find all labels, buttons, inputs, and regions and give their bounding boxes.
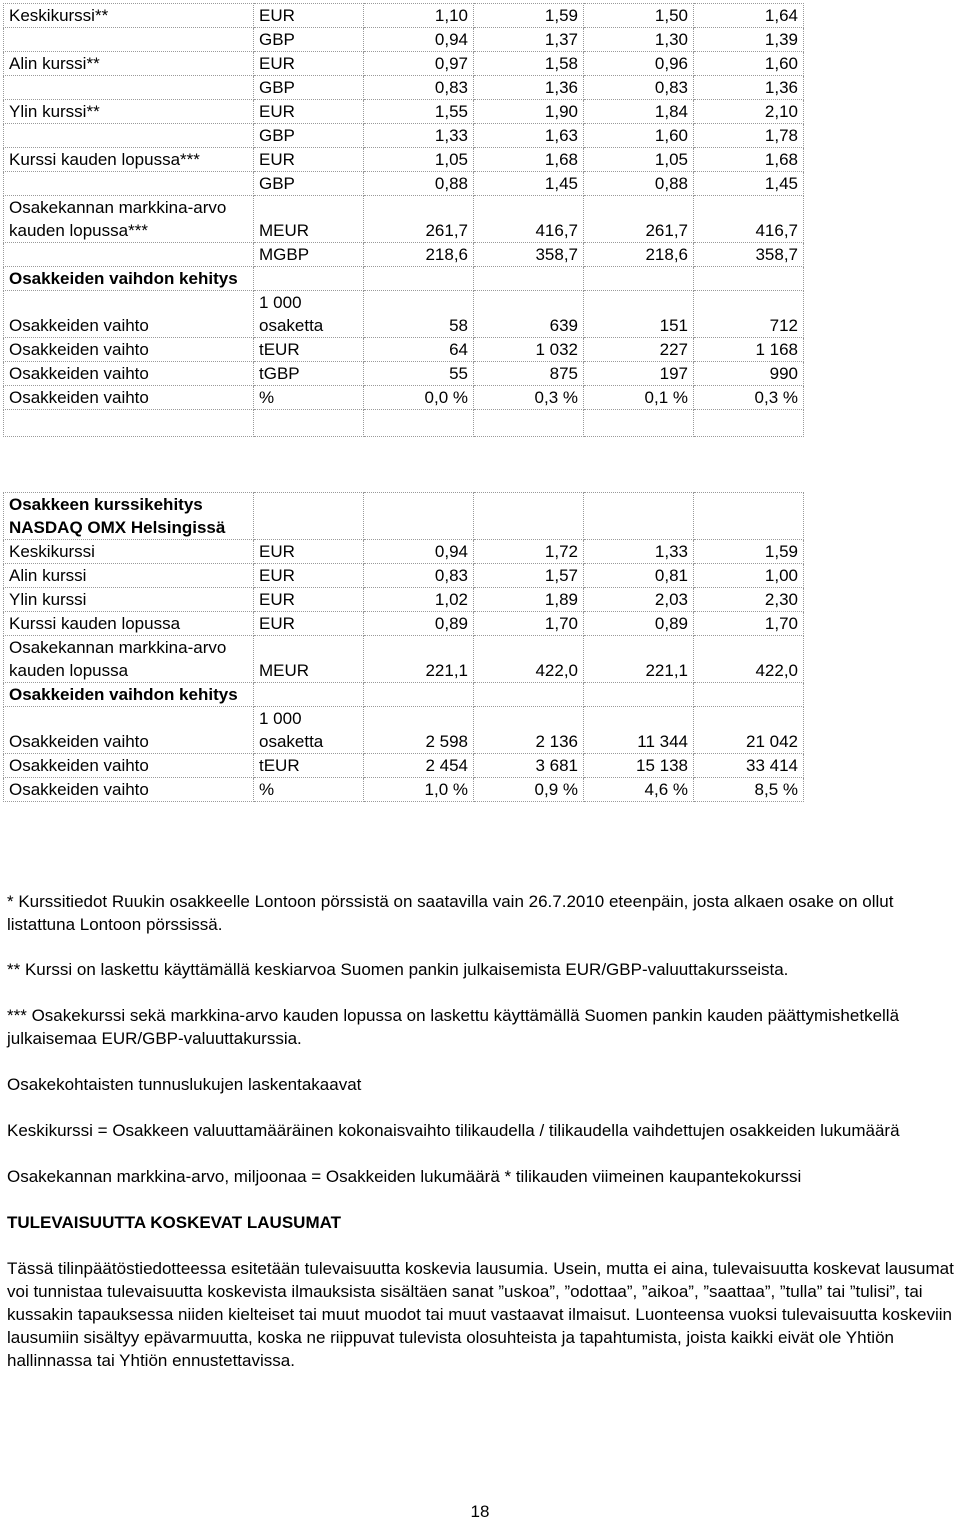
table-row (4, 52, 804, 76)
value-cell: 1 032 (474, 338, 584, 362)
value-cell: 1,02 (364, 588, 474, 612)
section-label: Osakkeiden vaihdon kehitys (4, 267, 254, 291)
value-cell: 1,33 (364, 124, 474, 148)
row-label (4, 76, 254, 100)
unit-cell: EUR (254, 100, 364, 124)
value-cell: 55 (364, 362, 474, 386)
share-price-table-helsinki (3, 492, 804, 802)
value-cell: 1,58 (474, 52, 584, 76)
value-cell: 151 (584, 291, 694, 338)
row-label: Osakekannan markkina-arvo kauden lopussa (4, 636, 254, 683)
row-label: Osakkeiden vaihto (4, 386, 254, 410)
table-row (4, 362, 804, 386)
table-row (4, 76, 804, 100)
value-cell: 0,97 (364, 52, 474, 76)
value-cell: 2,30 (694, 588, 804, 612)
value-cell: 261,7 (584, 196, 694, 243)
value-cell: 218,6 (364, 243, 474, 267)
footnote-london-listing: * Kurssitiedot Ruukin osakkeelle Lontoon pörssistä on saatavilla vain 26.7.2010 eteenpäin, josta alkaen osake on ollut listattuna Lontoon pörssissä. (7, 892, 894, 934)
row-label: Keskikurssi (4, 540, 254, 564)
value-cell: 1,37 (474, 28, 584, 52)
value-cell (474, 493, 584, 540)
row-label: Osakkeiden vaihto (4, 778, 254, 802)
empty-cell (474, 410, 584, 437)
table-row (4, 4, 804, 28)
value-cell: 15 138 (584, 754, 694, 778)
value-cell: 1,60 (584, 124, 694, 148)
unit-cell: tEUR (254, 338, 364, 362)
value-cell: 1,70 (694, 612, 804, 636)
value-cell: 1,89 (474, 588, 584, 612)
unit-cell: % (254, 386, 364, 410)
formulas-title: Osakekohtaisten tunnuslukujen laskentakaavat (7, 1075, 362, 1094)
value-cell: 221,1 (364, 636, 474, 683)
value-cell: 197 (584, 362, 694, 386)
value-cell (474, 683, 584, 707)
value-cell: 1,64 (694, 4, 804, 28)
value-cell (584, 683, 694, 707)
row-label: Osakkeiden vaihto (4, 362, 254, 386)
empty-cell (694, 410, 804, 437)
table-row (4, 636, 804, 683)
page-number: 18 (470, 1502, 490, 1521)
value-cell: 0,1 % (584, 386, 694, 410)
table-row (4, 267, 804, 291)
value-cell: 218,6 (584, 243, 694, 267)
row-label: Kurssi kauden lopussa*** (4, 148, 254, 172)
value-cell: 0,0 % (364, 386, 474, 410)
footnotes (7, 890, 957, 1372)
unit-cell: GBP (254, 124, 364, 148)
section-label: Osakkeiden vaihdon kehitys (4, 683, 254, 707)
value-cell (694, 267, 804, 291)
unit-cell: EUR (254, 52, 364, 76)
value-cell (364, 267, 474, 291)
footnote-average-rate: ** Kurssi on laskettu käyttämällä keskiarvoa Suomen pankin julkaisemista EUR/GBP-valuuttakursseista. (7, 960, 789, 979)
value-cell: 0,3 % (474, 386, 584, 410)
value-cell: 1,33 (584, 540, 694, 564)
value-cell: 1,36 (694, 76, 804, 100)
value-cell: 1,05 (364, 148, 474, 172)
forward-looking-paragraph: Tässä tilinpäätöstiedotteessa esitetään tulevaisuutta koskevia lausumia. Usein, mutta ei aina, tulevaisuutta koskevat lausumat voi tunnistaa tulevaisuutta koskevista ilmauksista sisältäen sanat ”uskoa”, ”odottaa”, ”aikoa”, ”saattaa”, ”tulla” tai ”tulisi”, tai kussakin tapauksessa niiden kielteiset tai muut muodot tai muut vastaavat ilmaisut. Luonteensa vuoksi tulevaisuutta koskeviin lausumiin sisältyy epävarmuutta, koska ne riippuvat tulevista olosuhteista ja tapahtumista, joista kaikki eivät ole Yhtiön hallinnassa tai Yhtiön ennustettavissa. (7, 1259, 954, 1370)
value-cell: 358,7 (694, 243, 804, 267)
value-cell: 1,59 (694, 540, 804, 564)
value-cell: 1,72 (474, 540, 584, 564)
table-row (4, 196, 804, 243)
unit-cell (254, 683, 364, 707)
value-cell: 422,0 (474, 636, 584, 683)
value-cell (364, 493, 474, 540)
unit-cell: GBP (254, 76, 364, 100)
table-row (4, 493, 804, 540)
value-cell: 1,90 (474, 100, 584, 124)
value-cell (584, 267, 694, 291)
unit-cell: GBP (254, 28, 364, 52)
value-cell: 1,84 (584, 100, 694, 124)
row-label (4, 243, 254, 267)
footnote-period-end-rate: *** Osakekurssi sekä markkina-arvo kauden lopussa on laskettu käyttämällä Suomen pankin kauden päättymishetkellä julkaisemaa EUR/GBP-valuuttakurssia. (7, 1006, 900, 1048)
value-cell: 58 (364, 291, 474, 338)
table-row (4, 291, 804, 338)
value-cell (584, 493, 694, 540)
row-label: Alin kurssi (4, 564, 254, 588)
value-cell: 0,89 (584, 612, 694, 636)
value-cell: 0,3 % (694, 386, 804, 410)
value-cell: 1,10 (364, 4, 474, 28)
empty-cell (584, 410, 694, 437)
unit-cell: EUR (254, 540, 364, 564)
table-row (4, 778, 804, 802)
value-cell: 1,36 (474, 76, 584, 100)
table-row (4, 124, 804, 148)
value-cell: 1,50 (584, 4, 694, 28)
unit-cell: 1 000 osaketta (254, 707, 364, 754)
value-cell: 639 (474, 291, 584, 338)
row-label (4, 28, 254, 52)
value-cell: 2 136 (474, 707, 584, 754)
section-heading: TULEVAISUUTTA KOSKEVAT LAUSUMAT (7, 1213, 341, 1232)
unit-cell: MEUR (254, 196, 364, 243)
value-cell: 1,30 (584, 28, 694, 52)
unit-cell (254, 267, 364, 291)
value-cell: 1,55 (364, 100, 474, 124)
empty-cell (254, 410, 364, 437)
value-cell (694, 683, 804, 707)
value-cell: 33 414 (694, 754, 804, 778)
value-cell: 1,60 (694, 52, 804, 76)
unit-cell: GBP (254, 172, 364, 196)
value-cell: 1,59 (474, 4, 584, 28)
value-cell: 0,83 (364, 76, 474, 100)
row-label: Keskikurssi** (4, 4, 254, 28)
row-label (4, 172, 254, 196)
value-cell: 261,7 (364, 196, 474, 243)
unit-cell: 1 000 osaketta (254, 291, 364, 338)
table-row (4, 564, 804, 588)
row-label: Alin kurssi** (4, 52, 254, 76)
value-cell: 1,00 (694, 564, 804, 588)
share-price-table-london (3, 3, 804, 437)
value-cell: 1,68 (474, 148, 584, 172)
row-label: Osakkeiden vaihto (4, 338, 254, 362)
value-cell: 1,0 % (364, 778, 474, 802)
row-label: Osakekannan markkina-arvo kauden lopussa*** (4, 196, 254, 243)
value-cell: 2,10 (694, 100, 804, 124)
unit-cell: EUR (254, 148, 364, 172)
formula-market-cap: Osakekannan markkina-arvo, miljoonaa = Osakkeiden lukumäärä * tilikauden viimeinen kaupantekokurssi (7, 1167, 802, 1186)
unit-cell: EUR (254, 612, 364, 636)
formula-average-price: Keskikurssi = Osakkeen valuuttamääräinen kokonaisvaihto tilikaudella / tilikaudella vaihdettujen osakkeiden lukumäärä (7, 1121, 900, 1140)
table-row (4, 612, 804, 636)
row-label: Osakkeiden vaihto (4, 707, 254, 754)
value-cell: 990 (694, 362, 804, 386)
table-row (4, 100, 804, 124)
unit-cell: tGBP (254, 362, 364, 386)
value-cell: 0,9 % (474, 778, 584, 802)
table-row (4, 386, 804, 410)
value-cell: 11 344 (584, 707, 694, 754)
unit-cell: EUR (254, 4, 364, 28)
value-cell: 1,63 (474, 124, 584, 148)
value-cell: 712 (694, 291, 804, 338)
value-cell: 422,0 (694, 636, 804, 683)
value-cell: 0,96 (584, 52, 694, 76)
value-cell: 3 681 (474, 754, 584, 778)
table-row (4, 28, 804, 52)
value-cell: 0,83 (364, 564, 474, 588)
unit-cell: tEUR (254, 754, 364, 778)
row-label (4, 124, 254, 148)
share-price-table-helsinki-body (4, 493, 804, 802)
value-cell: 1,78 (694, 124, 804, 148)
value-cell: 358,7 (474, 243, 584, 267)
value-cell: 875 (474, 362, 584, 386)
section-label: Osakkeen kurssikehitys NASDAQ OMX Helsingissä (4, 493, 254, 540)
value-cell (694, 493, 804, 540)
table-row (4, 588, 804, 612)
value-cell: 0,88 (584, 172, 694, 196)
value-cell: 1,45 (474, 172, 584, 196)
row-label: Osakkeiden vaihto (4, 291, 254, 338)
value-cell: 1,57 (474, 564, 584, 588)
value-cell: 416,7 (694, 196, 804, 243)
value-cell: 0,94 (364, 540, 474, 564)
value-cell: 0,94 (364, 28, 474, 52)
value-cell: 4,6 % (584, 778, 694, 802)
spacer-row (4, 410, 804, 437)
empty-cell (4, 410, 254, 437)
value-cell: 0,81 (584, 564, 694, 588)
value-cell: 8,5 % (694, 778, 804, 802)
value-cell: 1 168 (694, 338, 804, 362)
value-cell (474, 267, 584, 291)
value-cell: 0,89 (364, 612, 474, 636)
value-cell: 2 598 (364, 707, 474, 754)
table-row (4, 683, 804, 707)
row-label: Osakkeiden vaihto (4, 754, 254, 778)
table-row (4, 172, 804, 196)
table-row (4, 707, 804, 754)
value-cell (364, 683, 474, 707)
value-cell: 221,1 (584, 636, 694, 683)
unit-cell: % (254, 778, 364, 802)
unit-cell: MGBP (254, 243, 364, 267)
row-label: Ylin kurssi (4, 588, 254, 612)
table-row (4, 148, 804, 172)
value-cell: 64 (364, 338, 474, 362)
table-row (4, 243, 804, 267)
unit-cell: EUR (254, 588, 364, 612)
table-row (4, 754, 804, 778)
value-cell: 1,70 (474, 612, 584, 636)
share-price-table-london-body (4, 4, 804, 437)
empty-cell (364, 410, 474, 437)
row-label: Ylin kurssi** (4, 100, 254, 124)
unit-cell: MEUR (254, 636, 364, 683)
value-cell: 1,39 (694, 28, 804, 52)
value-cell: 227 (584, 338, 694, 362)
unit-cell (254, 493, 364, 540)
value-cell: 1,45 (694, 172, 804, 196)
table-row (4, 540, 804, 564)
value-cell: 2 454 (364, 754, 474, 778)
value-cell: 416,7 (474, 196, 584, 243)
row-label: Kurssi kauden lopussa (4, 612, 254, 636)
value-cell: 2,03 (584, 588, 694, 612)
value-cell: 0,83 (584, 76, 694, 100)
value-cell: 21 042 (694, 707, 804, 754)
value-cell: 1,05 (584, 148, 694, 172)
unit-cell: EUR (254, 564, 364, 588)
value-cell: 1,68 (694, 148, 804, 172)
value-cell: 0,88 (364, 172, 474, 196)
table-row (4, 338, 804, 362)
